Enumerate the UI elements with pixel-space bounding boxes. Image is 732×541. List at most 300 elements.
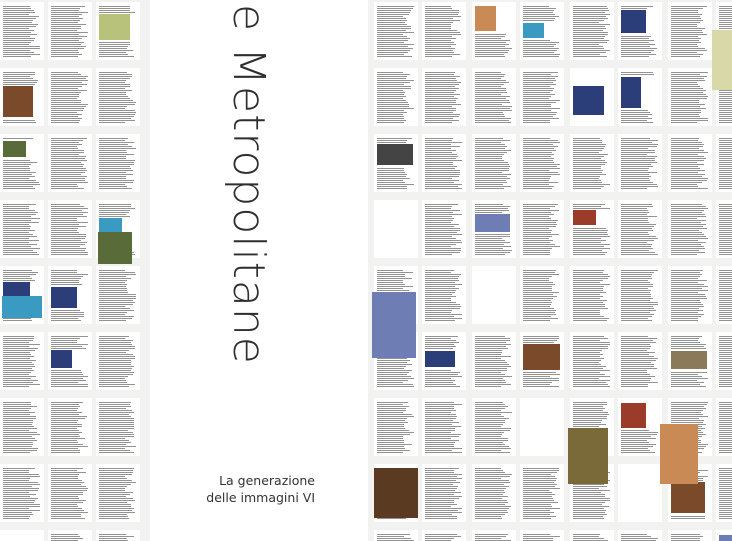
text-line xyxy=(3,370,34,371)
text-line xyxy=(51,534,78,535)
text-line xyxy=(99,426,134,427)
text-line xyxy=(425,74,454,75)
text-line xyxy=(671,34,707,35)
text-line xyxy=(523,312,555,313)
text-line xyxy=(99,438,125,439)
text-line xyxy=(475,368,507,369)
text-line xyxy=(51,38,82,39)
text-line xyxy=(425,240,461,241)
text-line xyxy=(425,476,457,477)
text-line xyxy=(671,108,706,109)
text-line xyxy=(475,118,511,119)
text-line xyxy=(719,442,732,443)
text-line xyxy=(671,46,698,47)
text-line xyxy=(51,206,84,207)
text-line xyxy=(3,188,35,189)
page-thumbnail xyxy=(520,134,564,192)
text-line xyxy=(523,188,552,189)
text-line xyxy=(621,270,658,271)
text-line xyxy=(425,114,460,115)
text-line xyxy=(719,174,732,175)
text-line xyxy=(475,90,506,91)
text-line xyxy=(99,296,136,297)
text-line xyxy=(475,426,501,427)
text-line xyxy=(99,274,136,275)
text-line xyxy=(425,414,456,415)
text-line xyxy=(475,444,505,445)
text-line xyxy=(671,320,698,321)
text-line xyxy=(523,88,554,89)
text-line xyxy=(671,282,698,283)
text-line xyxy=(99,350,129,351)
text-line xyxy=(3,42,31,43)
text-line xyxy=(475,42,506,43)
text-line xyxy=(377,114,403,115)
text-line xyxy=(523,150,556,151)
text-line xyxy=(51,420,78,421)
text-line xyxy=(719,354,732,355)
text-line xyxy=(523,112,557,113)
text-line xyxy=(671,220,706,221)
text-line xyxy=(99,448,125,449)
text-line xyxy=(719,234,732,235)
text-line xyxy=(475,340,510,341)
text-line xyxy=(719,318,732,319)
text-line xyxy=(425,90,456,91)
text-line xyxy=(621,384,648,385)
text-line xyxy=(3,422,33,423)
text-line xyxy=(425,96,454,97)
text-line xyxy=(523,102,556,103)
text-line xyxy=(425,478,462,479)
text-line xyxy=(523,382,552,383)
text-line xyxy=(671,56,700,57)
text-line xyxy=(425,278,458,279)
text-line xyxy=(671,422,703,423)
text-line xyxy=(99,500,135,501)
text-line xyxy=(523,12,553,13)
text-line xyxy=(51,230,77,231)
text-line xyxy=(425,338,451,339)
text-line xyxy=(523,482,554,483)
text-line xyxy=(621,48,657,49)
text-line xyxy=(377,44,414,45)
text-line xyxy=(719,186,732,187)
text-line xyxy=(671,318,698,319)
text-line xyxy=(671,276,700,277)
text-line xyxy=(99,100,133,101)
text-line xyxy=(671,24,697,25)
text-line xyxy=(523,40,550,41)
text-line xyxy=(377,428,405,429)
text-line xyxy=(573,308,608,309)
text-line xyxy=(99,452,134,453)
text-line xyxy=(719,230,732,231)
page-thumbnail xyxy=(48,530,92,541)
text-line xyxy=(475,404,505,405)
text-line xyxy=(719,14,732,15)
text-line xyxy=(671,536,703,537)
text-line xyxy=(621,42,649,43)
text-line xyxy=(425,46,451,47)
text-line xyxy=(377,104,409,105)
text-line xyxy=(523,486,555,487)
text-line xyxy=(573,246,604,247)
text-line xyxy=(573,490,610,491)
text-line xyxy=(523,138,550,139)
text-line xyxy=(425,50,453,51)
text-line xyxy=(719,470,732,471)
text-line xyxy=(573,378,599,379)
text-line xyxy=(475,416,504,417)
text-line xyxy=(719,416,732,417)
text-line xyxy=(719,498,732,499)
text-line xyxy=(671,150,704,151)
text-line xyxy=(99,424,134,425)
text-line xyxy=(523,270,556,271)
text-line xyxy=(377,48,413,49)
text-line xyxy=(523,378,559,379)
text-line xyxy=(51,424,82,425)
text-line xyxy=(377,10,411,11)
text-line xyxy=(99,138,128,139)
text-line xyxy=(377,274,405,275)
text-line xyxy=(51,142,79,143)
text-line xyxy=(99,116,134,117)
text-line xyxy=(3,424,32,425)
text-line xyxy=(3,318,31,319)
text-line xyxy=(377,92,405,93)
text-line xyxy=(719,286,732,287)
text-line xyxy=(719,210,732,211)
text-line xyxy=(719,292,732,293)
text-line xyxy=(3,46,40,47)
text-line xyxy=(3,242,29,243)
text-line xyxy=(621,176,651,177)
text-line xyxy=(523,244,555,245)
page-thumbnail xyxy=(668,134,712,192)
page-thumbnail xyxy=(520,200,564,258)
page-thumbnail xyxy=(520,2,564,60)
text-line xyxy=(719,90,732,91)
text-line xyxy=(523,54,560,55)
text-line xyxy=(475,386,501,387)
text-line xyxy=(425,288,459,289)
text-line xyxy=(51,438,85,439)
text-line xyxy=(719,138,732,139)
text-line xyxy=(425,106,452,107)
text-line xyxy=(51,282,79,283)
text-line xyxy=(377,452,403,453)
text-line xyxy=(425,510,458,511)
text-line xyxy=(3,180,36,181)
text-line xyxy=(671,226,703,227)
text-line xyxy=(51,430,79,431)
text-line xyxy=(671,386,706,387)
text-line xyxy=(671,50,707,51)
text-line xyxy=(51,284,82,285)
text-line xyxy=(719,240,732,241)
text-line xyxy=(475,98,506,99)
text-line xyxy=(621,362,651,363)
text-line xyxy=(621,170,648,171)
text-line xyxy=(523,492,552,493)
text-line xyxy=(99,110,135,111)
text-line xyxy=(719,482,732,483)
text-line xyxy=(51,436,80,437)
text-line xyxy=(573,306,605,307)
text-line xyxy=(523,272,555,273)
text-line xyxy=(621,340,653,341)
text-line xyxy=(719,486,732,487)
text-line xyxy=(475,242,510,243)
text-line xyxy=(719,172,732,173)
text-line xyxy=(573,34,608,35)
text-line xyxy=(719,170,732,171)
text-line xyxy=(99,114,135,115)
text-line xyxy=(621,378,651,379)
text-line xyxy=(99,86,130,87)
text-line xyxy=(523,178,550,179)
text-line xyxy=(719,444,732,445)
text-line xyxy=(719,312,732,313)
text-line xyxy=(523,174,560,175)
text-line xyxy=(671,120,708,121)
text-line xyxy=(523,480,556,481)
text-line xyxy=(719,148,732,149)
text-line xyxy=(621,110,648,111)
text-line xyxy=(425,34,461,35)
text-line xyxy=(671,314,704,315)
text-line xyxy=(99,210,130,211)
text-line xyxy=(377,368,404,369)
text-line xyxy=(51,510,84,511)
text-line xyxy=(3,502,34,503)
text-line xyxy=(3,220,31,221)
text-line xyxy=(425,40,451,41)
text-line xyxy=(425,376,462,377)
text-line xyxy=(573,228,606,229)
text-line xyxy=(51,494,83,495)
text-line xyxy=(523,142,560,143)
text-line xyxy=(51,162,81,163)
page-thumbnail xyxy=(618,68,662,126)
text-line xyxy=(523,518,551,519)
text-line xyxy=(377,26,411,27)
text-line xyxy=(475,54,504,55)
text-line xyxy=(719,452,732,453)
text-line xyxy=(719,162,732,163)
text-line xyxy=(99,492,133,493)
text-line xyxy=(719,282,732,283)
text-line xyxy=(573,424,606,425)
text-line xyxy=(99,446,136,447)
text-line xyxy=(51,72,78,73)
text-line xyxy=(719,434,732,435)
text-line xyxy=(573,404,607,405)
text-line xyxy=(3,382,33,383)
text-line xyxy=(99,352,126,353)
text-line xyxy=(425,94,460,95)
text-line xyxy=(99,176,126,177)
page-thumbnail xyxy=(422,332,466,390)
text-line xyxy=(377,436,403,437)
text-line xyxy=(719,156,732,157)
text-line xyxy=(719,180,732,181)
text-line xyxy=(3,476,40,477)
text-line xyxy=(719,422,732,423)
text-line xyxy=(573,422,601,423)
text-line xyxy=(425,308,460,309)
text-line xyxy=(475,342,506,343)
text-line xyxy=(671,116,700,117)
text-line xyxy=(475,506,511,507)
text-line xyxy=(99,498,133,499)
text-line xyxy=(621,36,651,37)
text-line xyxy=(377,372,409,373)
page-thumbnail xyxy=(570,134,614,192)
text-line xyxy=(3,10,34,11)
text-line xyxy=(3,384,40,385)
text-line xyxy=(51,50,78,51)
text-line xyxy=(99,420,134,421)
text-line xyxy=(425,490,455,491)
cover-subtitle-line-2: delle immagini VI xyxy=(206,490,315,505)
text-line xyxy=(425,538,454,539)
text-line xyxy=(523,186,554,187)
text-line xyxy=(425,448,462,449)
text-line xyxy=(719,208,732,209)
text-line xyxy=(621,210,648,211)
text-line xyxy=(51,150,84,151)
text-line xyxy=(99,286,126,287)
text-line xyxy=(621,158,655,159)
text-line xyxy=(99,408,126,409)
text-line xyxy=(51,40,79,41)
text-line xyxy=(621,442,649,443)
text-line xyxy=(573,286,604,287)
text-line xyxy=(573,380,610,381)
text-line xyxy=(51,340,77,341)
text-line xyxy=(671,278,698,279)
text-line xyxy=(51,182,88,183)
text-line xyxy=(719,504,732,505)
text-line xyxy=(671,22,700,23)
text-line xyxy=(425,372,460,373)
text-line xyxy=(719,366,732,367)
text-line xyxy=(719,298,732,299)
text-line xyxy=(51,158,85,159)
text-line xyxy=(719,238,732,239)
text-line xyxy=(425,482,460,483)
text-line xyxy=(671,188,708,189)
text-line xyxy=(99,304,133,305)
text-line xyxy=(523,96,551,97)
text-line xyxy=(425,72,455,73)
text-line xyxy=(425,216,452,217)
text-line xyxy=(719,496,732,497)
text-line xyxy=(523,46,554,47)
text-line xyxy=(51,514,81,515)
text-line xyxy=(99,118,131,119)
text-line xyxy=(671,14,702,15)
page-thumbnail xyxy=(472,464,516,522)
text-line xyxy=(523,246,560,247)
text-line xyxy=(51,486,86,487)
text-line xyxy=(51,108,84,109)
text-line xyxy=(3,488,39,489)
page-thumbnail xyxy=(0,68,44,126)
text-line xyxy=(475,244,504,245)
text-line xyxy=(3,472,29,473)
text-line xyxy=(475,412,512,413)
text-line xyxy=(573,350,602,351)
text-line xyxy=(99,168,131,169)
text-line xyxy=(51,518,85,519)
text-line xyxy=(621,354,649,355)
text-line xyxy=(425,6,451,7)
text-line xyxy=(3,484,40,485)
text-line xyxy=(51,86,82,87)
text-line xyxy=(3,234,33,235)
text-line xyxy=(99,182,133,183)
text-line xyxy=(425,150,456,151)
text-line xyxy=(425,534,457,535)
text-line xyxy=(99,510,132,511)
text-line xyxy=(573,494,605,495)
page-thumbnail xyxy=(96,398,140,456)
text-line xyxy=(51,164,84,165)
text-line xyxy=(621,220,648,221)
text-line xyxy=(425,420,453,421)
page-thumbnail xyxy=(374,2,418,60)
text-line xyxy=(671,402,708,403)
text-line xyxy=(621,246,651,247)
text-line xyxy=(671,300,700,301)
text-line xyxy=(475,150,511,151)
text-line xyxy=(719,288,732,289)
text-line xyxy=(99,166,130,167)
text-line xyxy=(621,356,654,357)
text-line xyxy=(3,414,30,415)
text-line xyxy=(671,216,706,217)
text-line xyxy=(621,382,658,383)
text-line xyxy=(621,338,657,339)
text-line xyxy=(377,122,404,123)
text-line xyxy=(671,168,700,169)
text-line xyxy=(671,254,697,255)
page-thumbnail xyxy=(48,68,92,126)
text-line xyxy=(573,16,606,17)
text-line xyxy=(51,432,82,433)
page-thumbnail xyxy=(618,332,662,390)
text-line xyxy=(573,182,602,183)
text-line xyxy=(99,156,126,157)
text-line xyxy=(621,314,654,315)
text-line xyxy=(573,402,607,403)
text-line xyxy=(377,14,409,15)
text-line xyxy=(425,218,454,219)
text-line xyxy=(475,516,501,517)
text-line xyxy=(51,246,80,247)
text-line xyxy=(671,340,698,341)
text-line xyxy=(475,360,505,361)
text-line xyxy=(51,378,83,379)
text-line xyxy=(377,72,403,73)
text-line xyxy=(573,514,607,515)
text-line xyxy=(573,150,602,151)
text-line xyxy=(475,486,509,487)
